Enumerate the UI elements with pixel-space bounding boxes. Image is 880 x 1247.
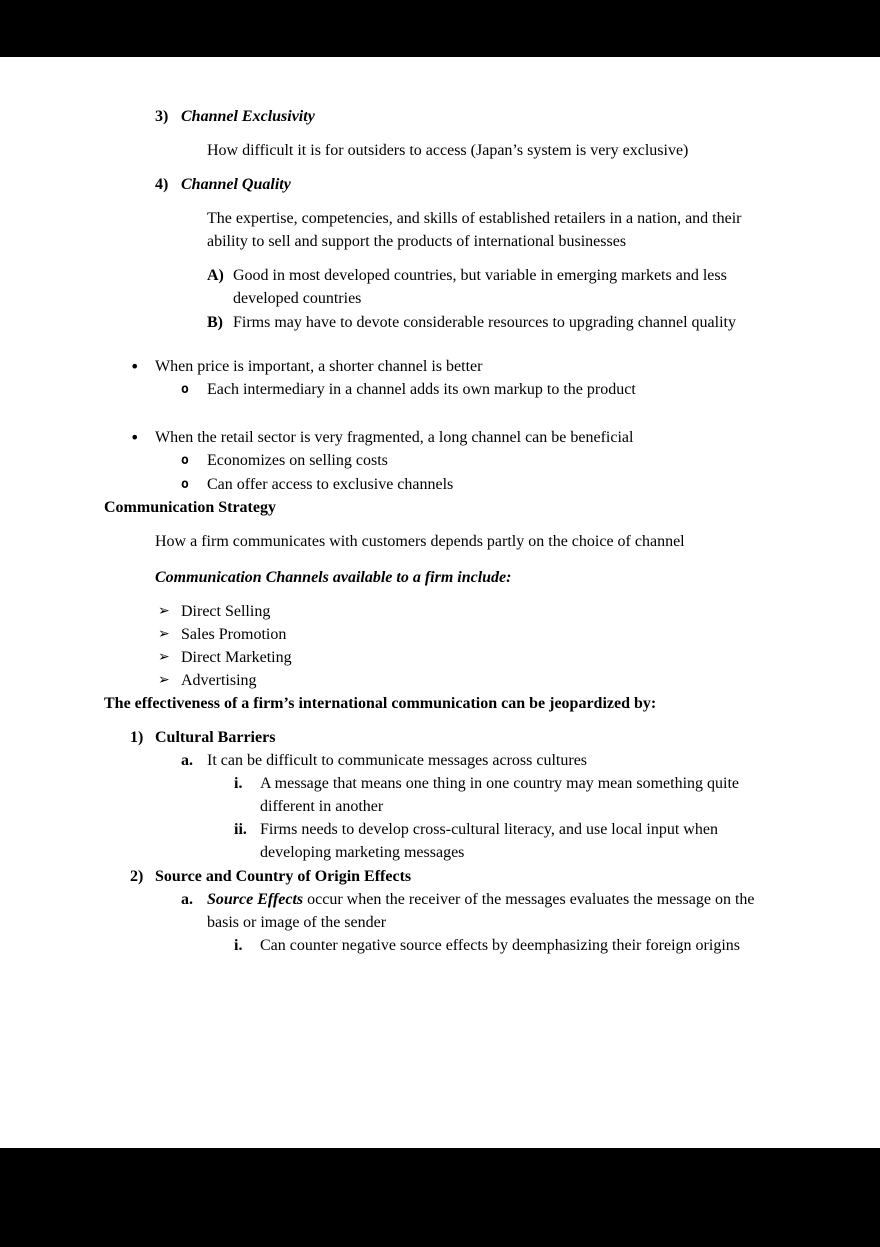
item-title: Source and Country of Origin Effects xyxy=(155,868,412,885)
item-marker: 1) xyxy=(130,729,144,746)
paragraph-quality-body: The expertise, competencies, and skills of established retailers in a nation, and their ability to sell and support the products of international businesses xyxy=(207,210,742,250)
arrow-list-item xyxy=(158,646,776,669)
roman-subitem-i xyxy=(234,772,776,818)
channel-item: Sales Promotion xyxy=(181,626,287,643)
bullet-circle-icon: o xyxy=(181,477,189,492)
item-marker: i. xyxy=(234,937,243,954)
item-marker: i. xyxy=(234,775,243,792)
section-heading-effectiveness: The effectiveness of a firm’s international communication can be jeopardized by: xyxy=(104,695,657,712)
item-text: Can counter negative source effects by deemphasizing their foreign origins xyxy=(260,937,740,954)
arrow-bullet-icon: ➢ xyxy=(158,603,170,619)
document-page xyxy=(0,57,880,1148)
item-marker: a. xyxy=(181,891,193,908)
item-text xyxy=(207,888,776,934)
item-title: Channel Exclusivity xyxy=(181,108,315,125)
arrow-list-item xyxy=(158,623,776,646)
item-marker: A) xyxy=(207,267,224,284)
arrow-list-item xyxy=(158,600,776,623)
arrow-bullet-icon: ➢ xyxy=(158,672,170,688)
item-marker: 2) xyxy=(130,868,144,885)
item-text: Firms needs to develop cross-cultural literacy, and use local input when developing marketing messages xyxy=(260,821,718,861)
item-text: It can be difficult to communicate messages across cultures xyxy=(207,752,588,769)
paragraph-exclusivity-body: How difficult it is for outsiders to access (Japan’s system is very exclusive) xyxy=(207,142,689,159)
bullet-text: When price is important, a shorter channel is better xyxy=(155,358,483,375)
item-text: Firms may have to devote considerable resources to upgrading channel quality xyxy=(233,314,736,331)
lettered-item-b xyxy=(207,311,776,334)
numbered-item-channel-quality xyxy=(155,173,776,196)
item-text: Good in most developed countries, but variable in emerging markets and less developed countries xyxy=(233,267,727,307)
source-effects-rest: occur when the receiver of the messages evaluates the message on the basis or image of the sender xyxy=(207,891,755,931)
bullet-circle-icon: o xyxy=(181,453,189,468)
section-heading-communication-strategy: Communication Strategy xyxy=(104,499,276,516)
item-title: Channel Quality xyxy=(181,176,291,193)
paragraph-communication-intro: How a firm communicates with customers depends partly on the choice of channel xyxy=(155,533,685,550)
bullet-item-price xyxy=(130,355,776,378)
arrow-bullet-icon: ➢ xyxy=(158,626,170,642)
roman-subitem-i xyxy=(234,934,776,957)
roman-subitem-ii xyxy=(234,818,776,864)
sub-bullet-text: Each intermediary in a channel adds its own markup to the product xyxy=(207,381,636,398)
lettered-subitem-a xyxy=(181,888,776,934)
arrow-bullet-icon: ➢ xyxy=(158,649,170,665)
channel-item: Direct Marketing xyxy=(181,649,292,666)
item-marker: B) xyxy=(207,314,223,331)
lettered-subitem-a xyxy=(181,749,776,772)
bullet-item-fragmented xyxy=(130,426,776,449)
bullet-circle-icon: o xyxy=(181,382,189,397)
lettered-item-a xyxy=(207,264,776,310)
numbered-item-cultural-barriers xyxy=(130,726,776,749)
item-marker: 4) xyxy=(155,176,169,193)
sub-bullet-text: Economizes on selling costs xyxy=(207,452,388,469)
numbered-item-channel-exclusivity xyxy=(155,105,776,128)
bullet-dot-icon: • xyxy=(130,428,140,447)
arrow-list-item xyxy=(158,669,776,692)
channel-item: Direct Selling xyxy=(181,603,271,620)
item-text: A message that means one thing in one country may mean something quite different in another xyxy=(260,775,740,815)
bullet-dot-icon: • xyxy=(130,357,140,376)
sub-bullet-item xyxy=(181,449,776,472)
page-content xyxy=(0,57,880,957)
source-effects-lead: Source Effects xyxy=(207,891,304,908)
item-title: Cultural Barriers xyxy=(155,729,276,746)
subheading-communication-channels: Communication Channels available to a firm include: xyxy=(155,569,512,586)
channel-item: Advertising xyxy=(181,672,257,689)
bullet-text: When the retail sector is very fragmented, a long channel can be beneficial xyxy=(155,429,634,446)
sub-bullet-text: Can offer access to exclusive channels xyxy=(207,476,454,493)
item-marker: 3) xyxy=(155,108,169,125)
item-marker: ii. xyxy=(234,821,247,838)
sub-bullet-item xyxy=(181,473,776,496)
numbered-item-source-effects xyxy=(130,865,776,888)
item-marker: a. xyxy=(181,752,193,769)
sub-bullet-item xyxy=(181,378,776,401)
